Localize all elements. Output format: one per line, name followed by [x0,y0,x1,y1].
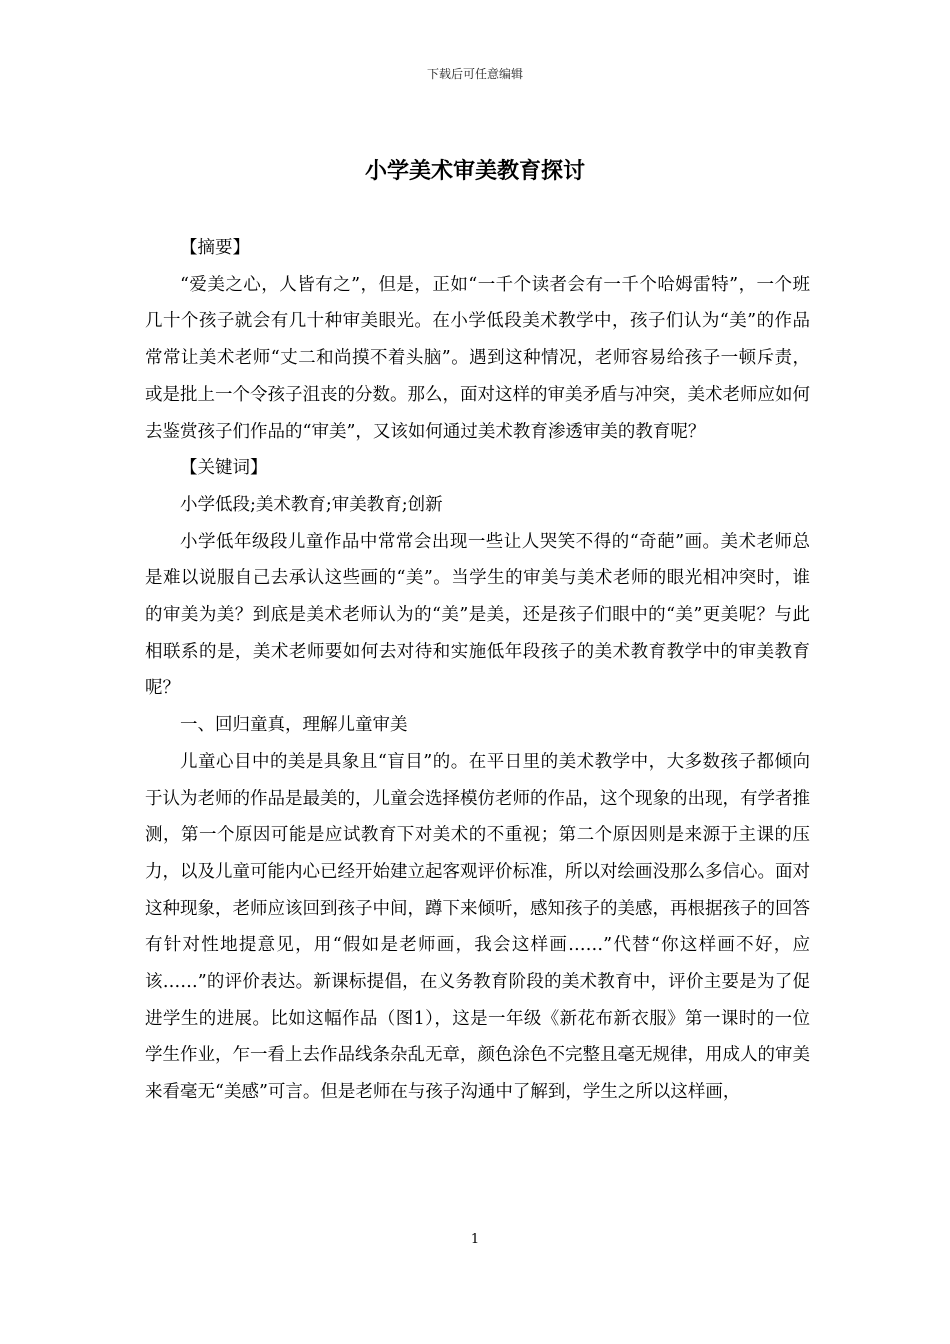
intro-paragraph: 小学低年级段儿童作品中常常会出现一些让人哭笑不得的“奇葩”画。美术老师总是难以说服自己去承认这些画的“美”。当学生的审美与美术老师的眼光相冲突时，谁的审美为美？到底是美术老师认为的“美”是美，还是孩子们眼中的“美”更美呢？与此相联系的是，美术老师要如何去对待和实施低年段孩子的美术教育教学中的审美教育呢？ [145,531,810,699]
page-number: 1 [470,1232,480,1247]
section-1-paragraph: 儿童心目中的美是具象且“盲目”的。在平日里的美术教学中，大多数孩子都倾向于认为老师的作品是最美的，儿童会选择模仿老师的作品，这个现象的出现，有学者推测，第一个原因可能是应试教育下对美术的不重视；第二个原因则是来源于主课的压力，以及儿童可能内心已经开始建立起客观评价标准，所以对绘画没那么多信心。面对这种现象，老师应该回到孩子中间，蹲下来倾听，感知孩子的美感，再根据孩子的回答有针对性地提意见，用“假如是老师画，我会这样画……”代替“你这样画不好，应该……”的评价表达。新课标提倡，在义务教育阶段的美术教育中，评价主要是为了促进学生的进展。比如这幅作品（图1），这是一年级《新花布新衣服》第一课时的一位学生作业，乍一看上去作品线条杂乱无章，颜色涂色不完整且毫无规律，用成人的审美来看毫无“美感”可言。但是老师在与孩子沟通中了解到，学生之所以这样画， [145,751,810,1103]
abstract-heading: 【摘要】 [180,238,250,258]
document-title: 小学美术审美教育探讨 [364,158,585,184]
document-body [145,230,810,1111]
keywords-text: 小学低段;美术教育;审美教育;创新 [180,494,443,515]
page-header: 下载后可任意编辑 [426,67,523,81]
abstract-paragraph: “爱美之心，人皆有之”，但是，正如“一千个读者会有一千个哈姆雷特”，一个班几十个孩子就会有几十种审美眼光。在小学低段美术教学中，孩子们认为“美”的作品常常让美术老师“丈二和尚摸不着头脑”。遇到这种情况，老师容易给孩子一顿斥责，或是批上一个令孩子沮丧的分数。那么，面对这样的审美矛盾与冲突，美术老师应如何去鉴赏孩子们作品的“审美”，又该如何通过美术教育渗透审美的教育呢？ [145,274,810,442]
keywords-heading: 【关键词】 [180,458,268,479]
section-heading-1: 一、回归童真，理解儿童审美 [180,715,408,736]
